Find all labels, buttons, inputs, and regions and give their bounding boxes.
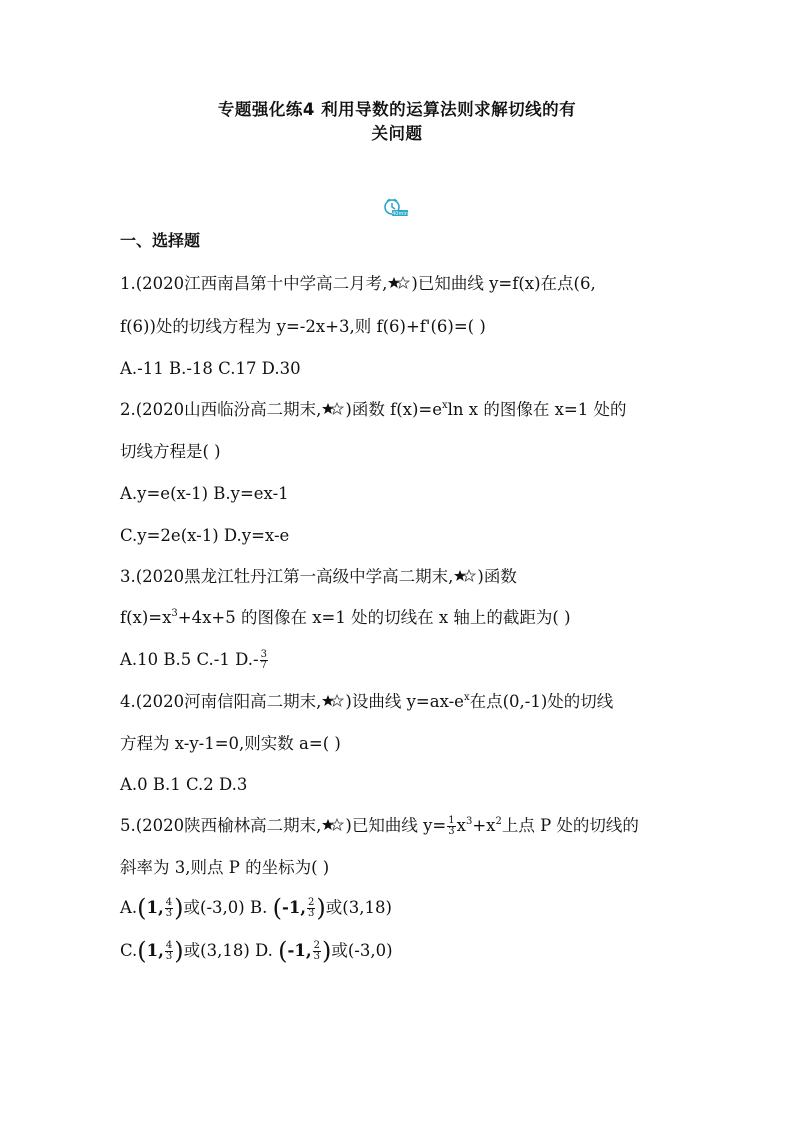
question-3-line-1: 3.(2020黑龙江牡丹江第一高级中学高二期末, )函数 — [120, 567, 517, 586]
question-2-line-1: 2.(2020山西临汾高二期末, )函数 $f(x)=e^x\ln$ x 的图像在 x=1 处的 — [120, 400, 627, 419]
page-title — [100, 98, 694, 146]
fraction: $\frac{2}{3}$ — [308, 897, 315, 919]
difficulty-star-icon — [388, 276, 410, 290]
question-2-options-2: C.y=2e(x-1) D.y=x-e — [120, 526, 290, 545]
fraction: $\frac{2}{3}$ — [313, 940, 320, 962]
question-2-options-1: A.y=e(x-1) B.y=ex-1 — [120, 484, 289, 503]
difficulty-star-icon — [454, 569, 476, 583]
title-line-2: 关问题 — [371, 124, 423, 143]
fraction: $\frac{4}{3}$ — [165, 940, 173, 962]
difficulty-star-icon — [322, 818, 344, 832]
question-5-options-cd: C.(1, $\frac{4}{3}$ )或(3,18) D. (-1, $\frac{2}{3}$ )或(-3,0) — [120, 937, 393, 965]
section-heading: 一、选择题 — [120, 231, 201, 250]
question-1-line-2: f(6))处的切线方程为 y=-2x+3,则 f(6)+f'(6)=( ) — [120, 317, 486, 336]
question-1-options: A.-11 B.-18 C.17 D.30 — [120, 359, 301, 378]
question-5-line-1: 5.(2020陕西榆林高二期末, )已知曲线 y= $\frac{1}{3}$ $x^3+x^2$上点 P 处的切线的 — [120, 815, 639, 837]
question-4-options: A.0 B.1 C.2 D.3 — [120, 775, 248, 794]
question-4-line-1: 4.(2020河南信阳高二期末, )设曲线 $y=ax-e^x$在点(0,-1)处的切线 — [120, 692, 614, 711]
question-5-line-2: 斜率为 3,则点 P 的坐标为( ) — [120, 858, 330, 877]
question-3-options: A.10 B.5 C.-1 D.- $\frac{3}{7}$ — [120, 649, 267, 671]
difficulty-star-icon — [322, 402, 344, 416]
timer-label: 40min — [392, 211, 408, 217]
question-5-options-ab: A.(1, $\frac{4}{3}$ )或(-3,0) B. (-1, $\frac{2}{3}$ )或(3,18) — [120, 894, 392, 922]
fraction: $\frac{1}{3}$ — [448, 815, 455, 837]
fraction: $\frac{4}{3}$ — [165, 897, 173, 919]
question-1-line-1: 1.(2020江西南昌第十中学高二月考, )已知曲线 y=f(x)在点(6, — [120, 274, 596, 293]
question-3-line-2: $f(x)=x^3+4x+5$ 的图像在 x=1 处的切线在 x 轴上的截距为( ) — [120, 608, 571, 627]
difficulty-star-icon — [322, 694, 344, 708]
fraction: $\frac{3}{7}$ — [260, 649, 267, 671]
title-line-1: 专题强化练4 利用导数的运算法则求解切线的有 — [217, 100, 577, 119]
question-4-line-2: 方程为 x-y-1=0,则实数 a=( ) — [120, 734, 341, 753]
question-2-line-2: 切线方程是( ) — [120, 442, 221, 461]
timer-icon — [381, 198, 409, 218]
